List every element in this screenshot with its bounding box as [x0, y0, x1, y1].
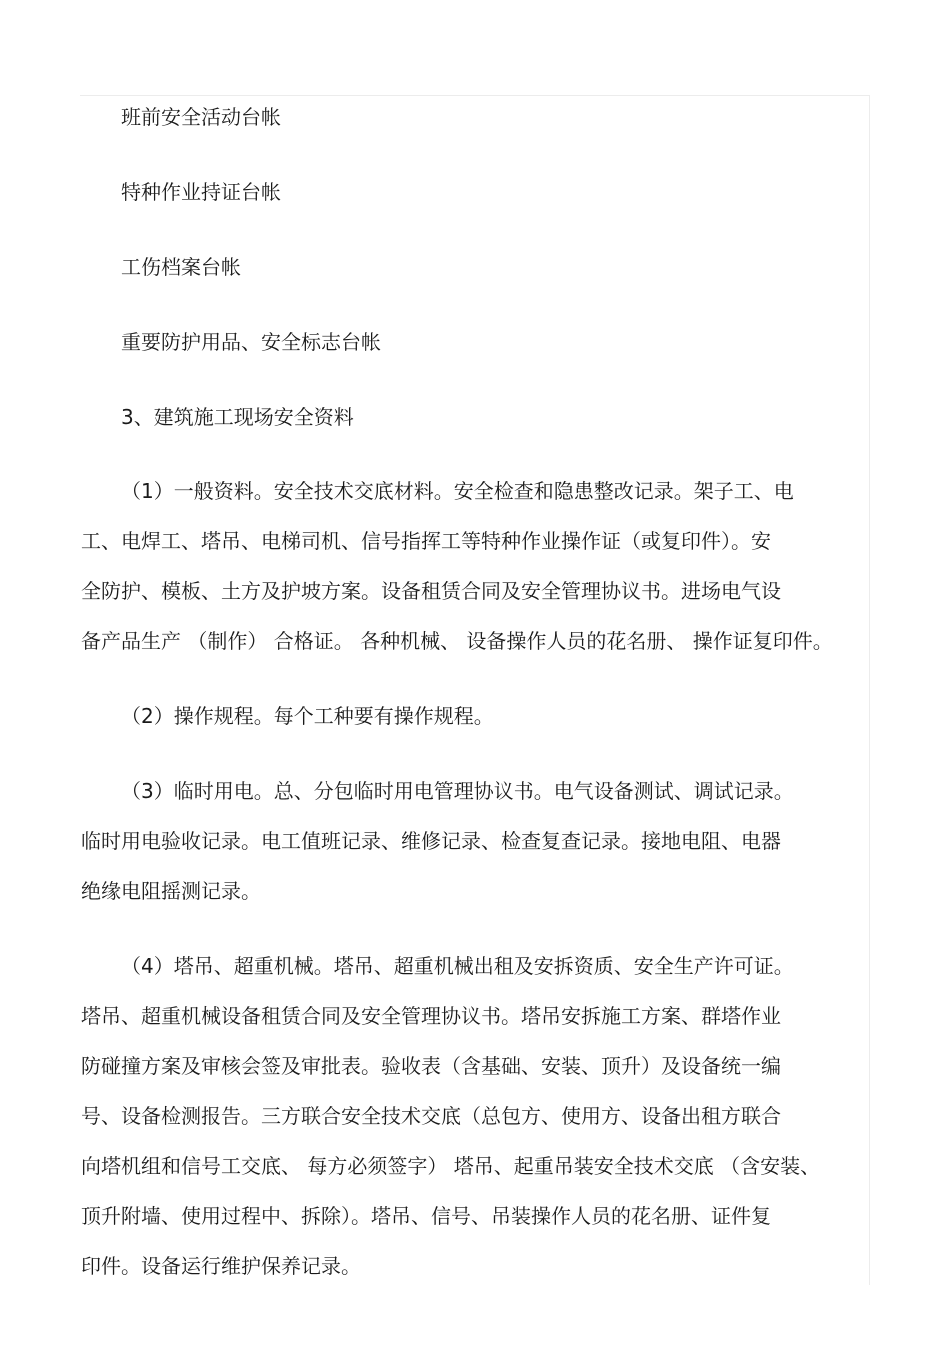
ledger-item-protective-equipment: 重要防护用品、安全标志台帐	[121, 330, 381, 354]
ledger-item-pre-shift-safety: 班前安全活动台帐	[121, 105, 281, 129]
paragraph-1-line-3: 全防护、模板、土方及护坡方案。设备租赁合同及安全管理协议书。进场电气设	[81, 579, 781, 603]
section-heading: 3、建筑施工现场安全资料	[121, 405, 354, 429]
paragraph-4-line-3: 防碰撞方案及审核会签及审批表。验收表（含基础、安装、顶升）及设备统一编	[81, 1054, 781, 1078]
paragraph-4-line-2: 塔吊、超重机械设备租赁合同及安全管理协议书。塔吊安拆施工方案、群塔作业	[81, 1004, 781, 1028]
paragraph-4-line-7: 印件。设备运行维护保养记录。	[81, 1254, 361, 1278]
paragraph-2-line-1: （2）操作规程。每个工种要有操作规程。	[121, 704, 494, 728]
page-border-top	[80, 95, 870, 96]
paragraph-4-line-4: 号、设备检测报告。三方联合安全技术交底（总包方、使用方、设备出租方联合	[81, 1104, 781, 1128]
paragraph-1-line-4: 备产品生产 （制作） 合格证。 各种机械、 设备操作人员的花名册、 操作证复印件。	[81, 629, 833, 653]
paragraph-3-line-2: 临时用电验收记录。电工值班记录、维修记录、检查复查记录。接地电阻、电器	[81, 829, 781, 853]
paragraph-4-line-1: （4）塔吊、超重机械。塔吊、超重机械出租及安拆资质、安全生产许可证。	[121, 954, 794, 978]
ledger-item-special-operation-certificates: 特种作业持证台帐	[121, 180, 281, 204]
paragraph-1-line-1: （1）一般资料。安全技术交底材料。安全检查和隐患整改记录。架子工、电	[121, 479, 794, 503]
page-border-right	[869, 95, 870, 1285]
paragraph-4-line-6: 顶升附墙、使用过程中、拆除）。塔吊、信号、吊装操作人员的花名册、证件复	[81, 1204, 771, 1228]
paragraph-3-line-3: 绝缘电阻摇测记录。	[81, 879, 261, 903]
paragraph-3-line-1: （3）临时用电。总、分包临时用电管理协议书。电气设备测试、调试记录。	[121, 779, 794, 803]
ledger-item-work-injury-files: 工伤档案台帐	[121, 255, 241, 279]
paragraph-1-line-2: 工、电焊工、塔吊、电梯司机、信号指挥工等特种作业操作证（或复印件）。安	[81, 529, 771, 553]
paragraph-4-line-5: 向塔机组和信号工交底、 每方必须签字） 塔吊、起重吊装安全技术交底 （含安装、	[81, 1154, 821, 1178]
